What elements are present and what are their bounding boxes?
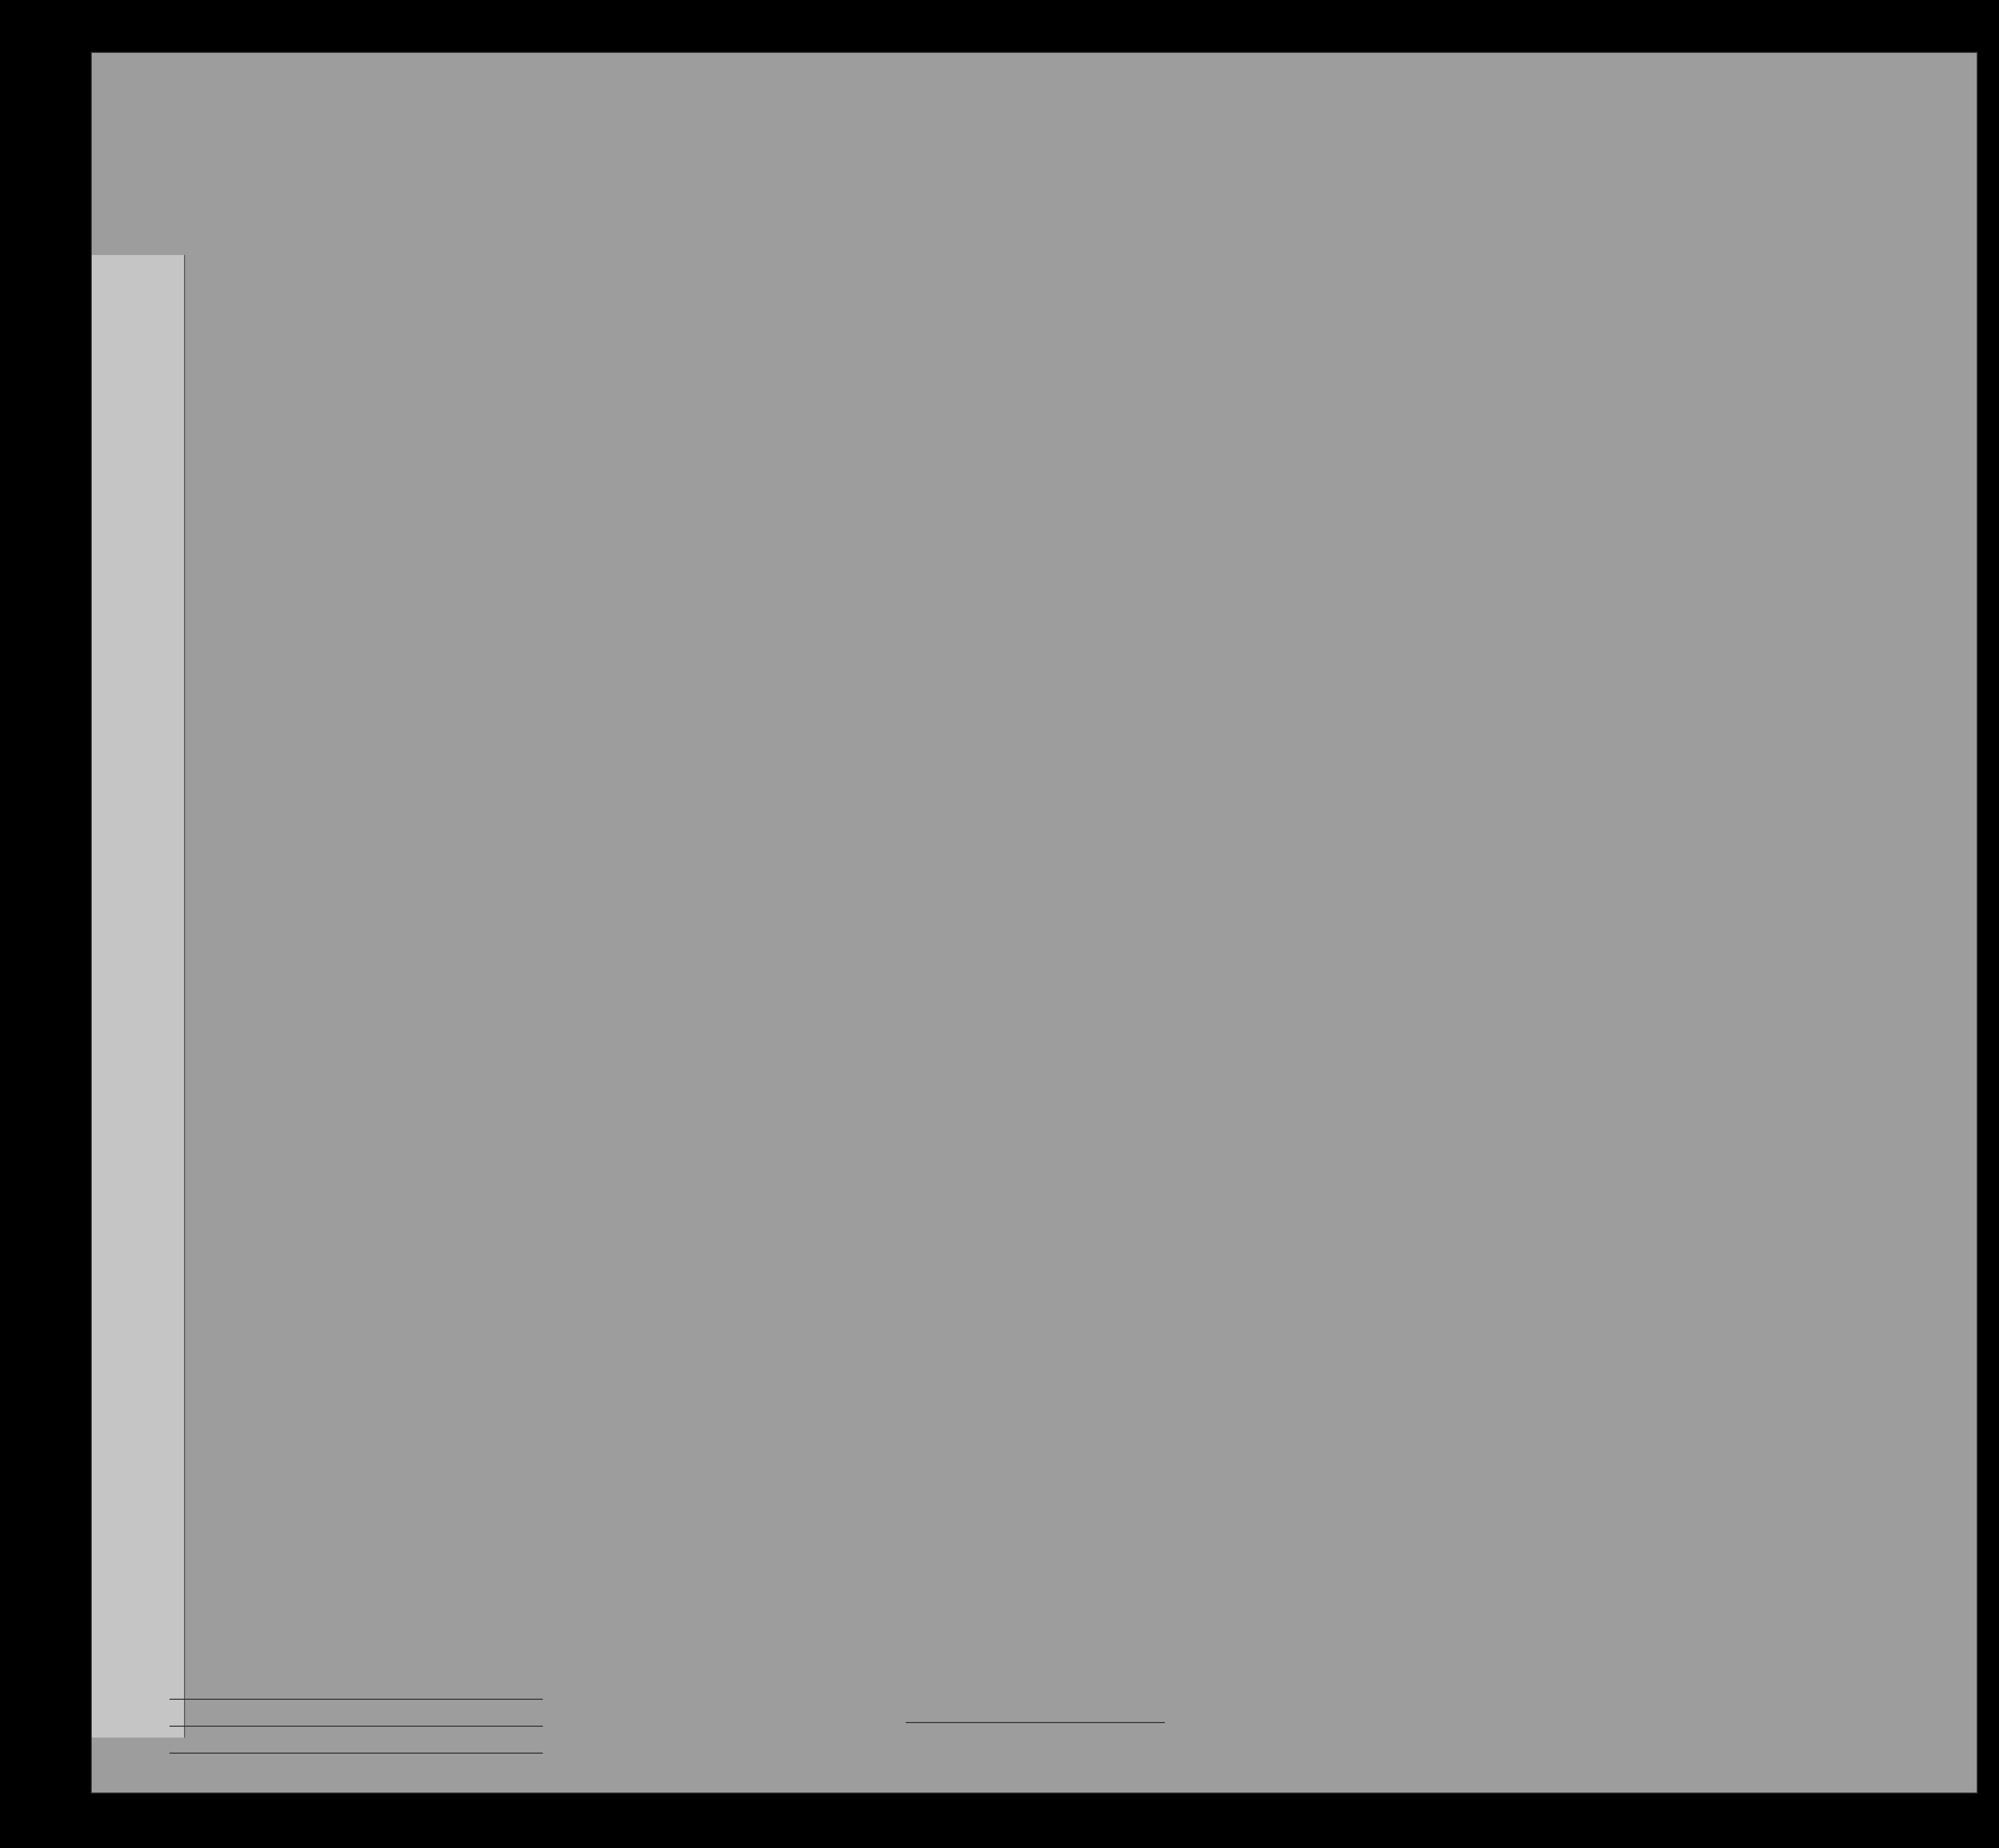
column-headers: [92, 53, 1978, 416]
manifest-page: [91, 52, 1978, 1794]
footer-owner-block: [170, 1678, 543, 1754]
